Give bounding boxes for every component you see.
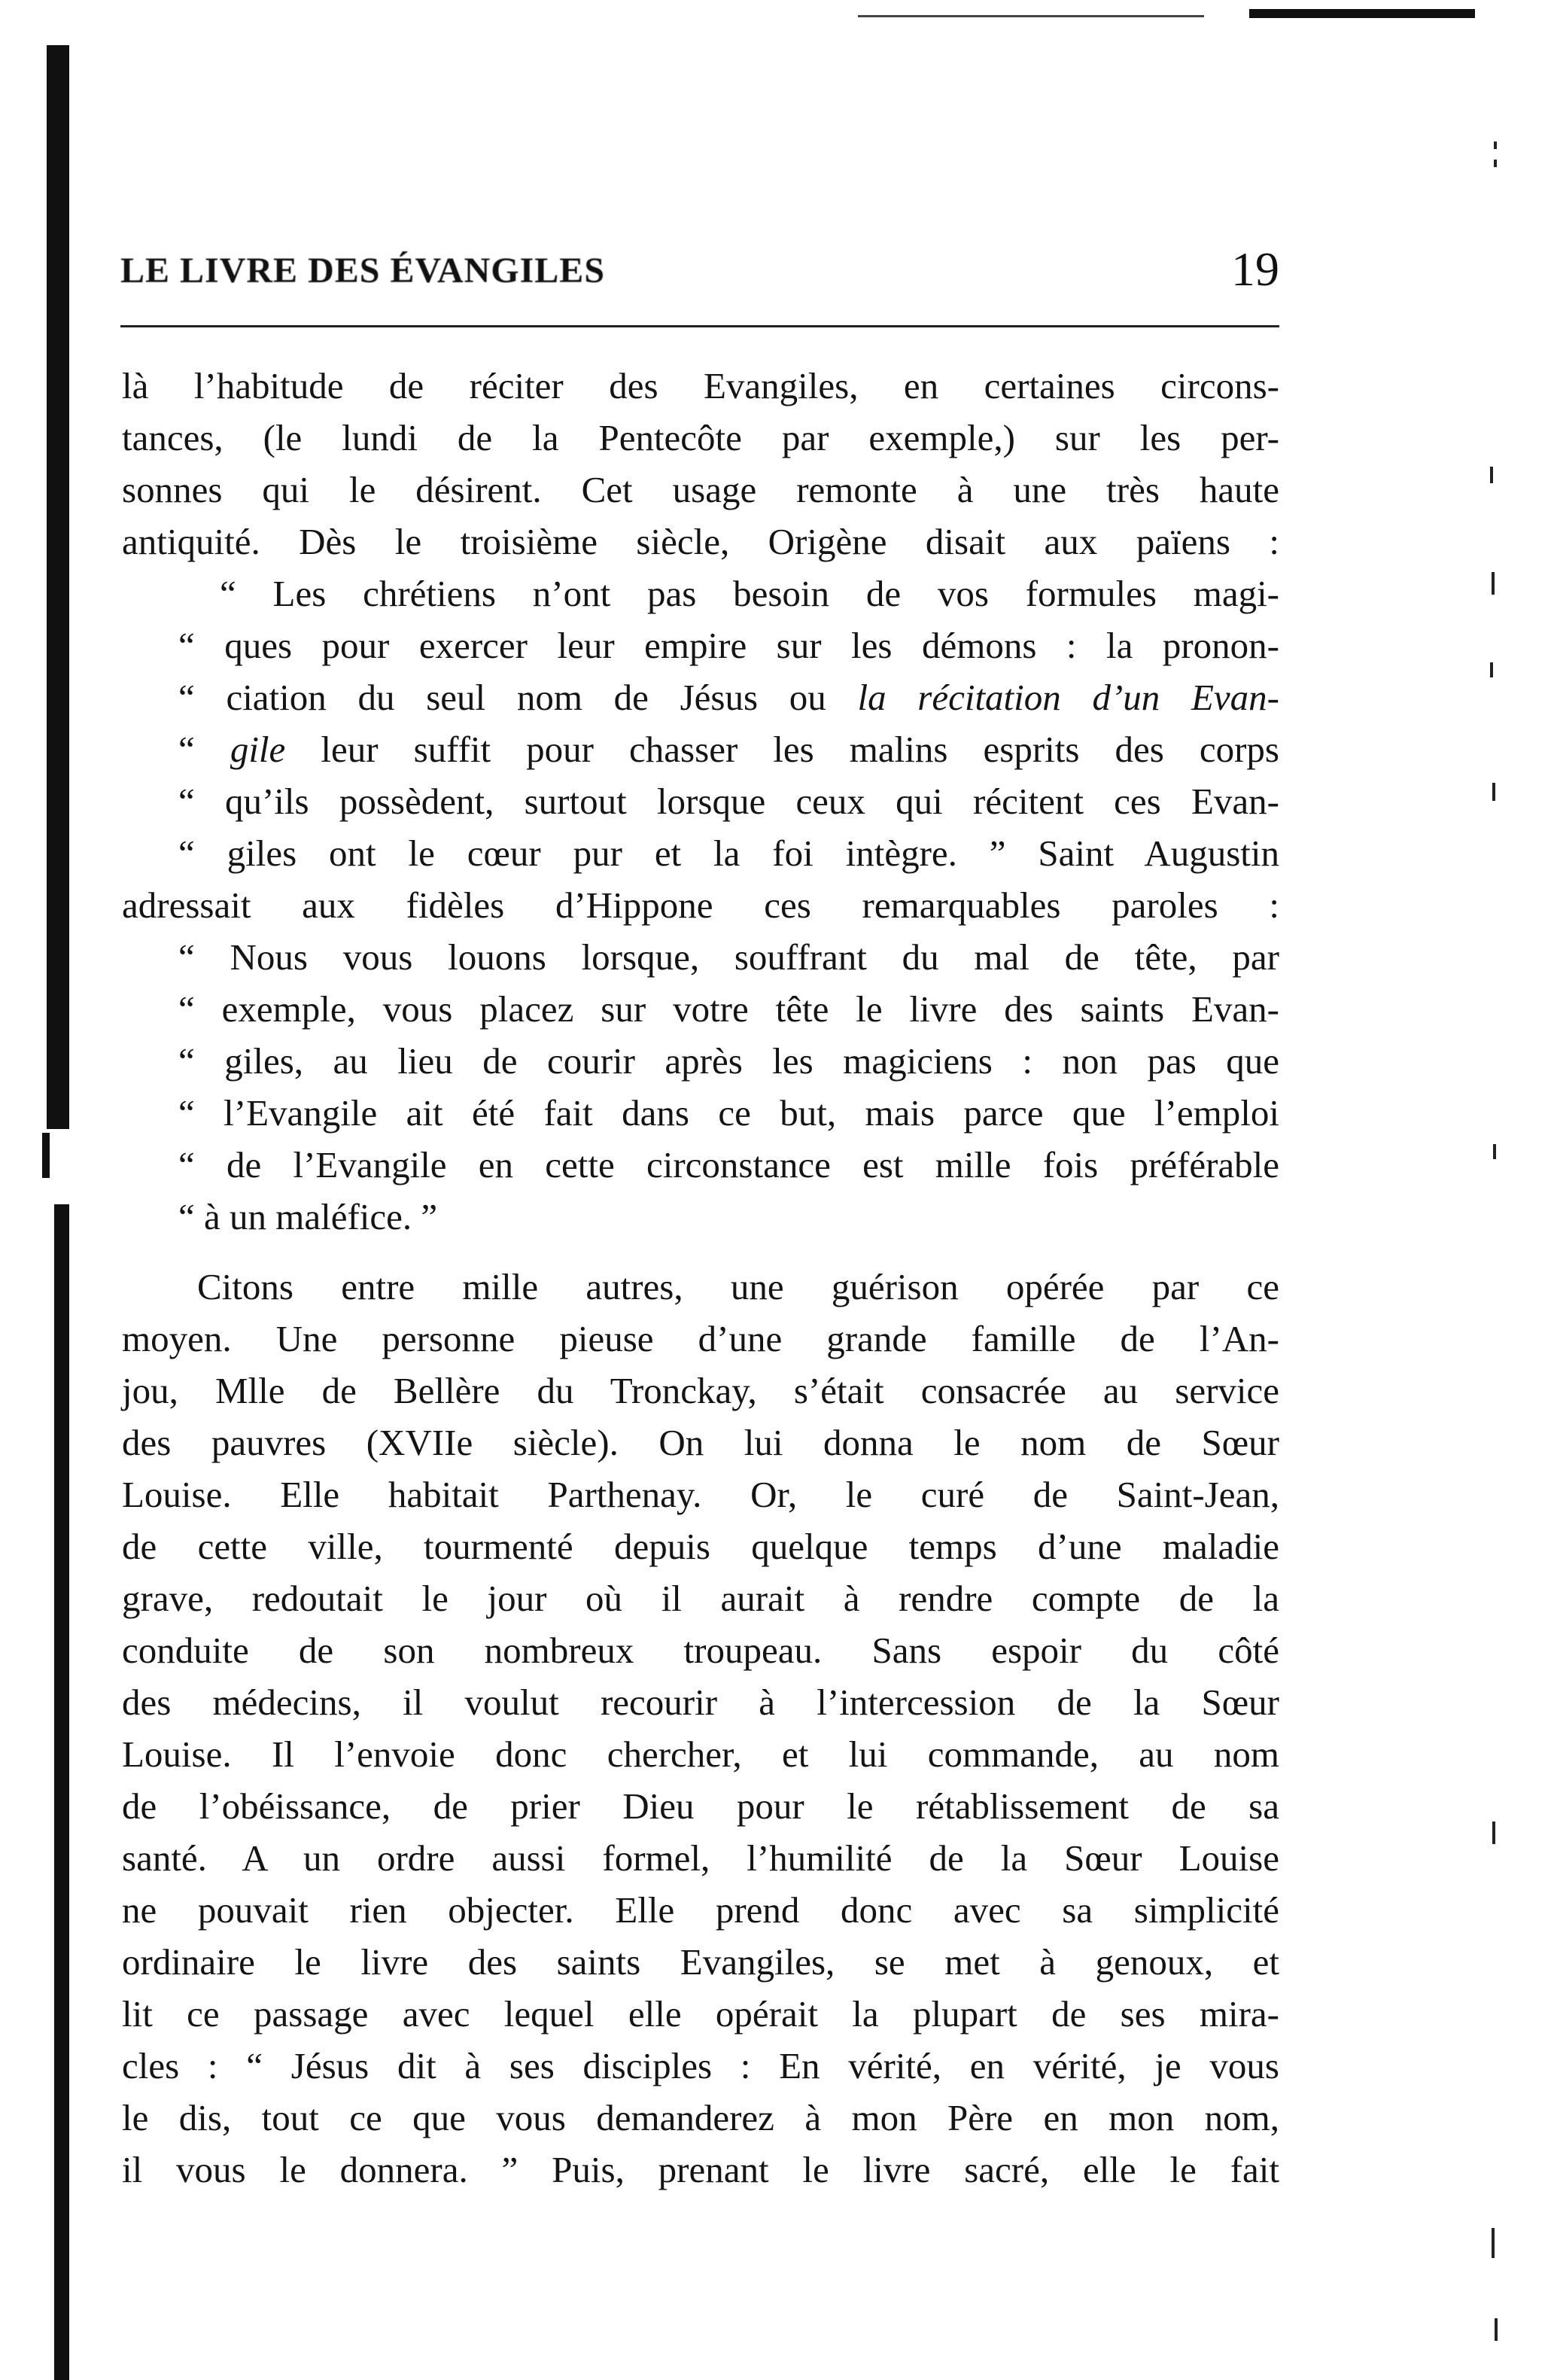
scan-speck bbox=[1494, 160, 1497, 167]
text-segment: “ ciation du seul nom de Jésus ou bbox=[178, 677, 858, 718]
text-line: “ exemple, vous placez sur votre tête le livre des saints Evan- bbox=[178, 988, 1279, 1030]
scan-speck bbox=[1492, 783, 1495, 801]
text-line: conduite de son nombreux troupeau. Sans espoir du côté bbox=[122, 1630, 1279, 1671]
text-line: “ à un maléfice. ” bbox=[178, 1196, 438, 1237]
text-segment: “ bbox=[178, 729, 230, 770]
text-line: “ giles ont le cœur pur et la foi intègre. ” Saint Augustin bbox=[178, 832, 1279, 874]
running-head: LE LIVRE DES ÉVANGILES bbox=[120, 251, 606, 291]
scan-speck bbox=[1495, 2318, 1498, 2341]
text-line: “ qu’ils possèdent, surtout lorsque ceux qui récitent ces Evan- bbox=[178, 781, 1279, 822]
text-line: “ l’Evangile ait été fait dans ce but, mais parce que l’emploi bbox=[178, 1092, 1279, 1134]
text-line: des pauvres (XVIIe siècle). On lui donna le nom de Sœur bbox=[122, 1422, 1279, 1463]
text-segment: leur suffit pour chasser les malins esprits des corps bbox=[285, 729, 1280, 770]
text-line: de l’obéissance, de prier Dieu pour le rétablissement de sa bbox=[122, 1785, 1279, 1827]
text-line: Citons entre mille autres, une guérison opérée par ce bbox=[197, 1266, 1279, 1307]
scan-top-mark bbox=[858, 15, 1204, 17]
text-line bbox=[122, 671, 1279, 723]
text-line: “ Nous vous louons lorsque, souffrant du mal de tête, par bbox=[178, 936, 1279, 978]
text-line: lit ce passage avec lequel elle opérait la plupart de ses mira- bbox=[122, 1993, 1279, 2035]
binding-edge-shadow bbox=[47, 45, 69, 1129]
page-number: 19 bbox=[1231, 242, 1279, 296]
scan-top-mark-bold bbox=[1249, 9, 1475, 18]
scan-speck bbox=[1494, 142, 1497, 149]
scan-speck bbox=[1492, 1822, 1495, 1844]
scan-speck bbox=[1492, 2228, 1495, 2258]
text-line: cles : “ Jésus dit à ses disciples : En vérité, en vérité, je vous bbox=[122, 2045, 1279, 2086]
scan-speck bbox=[1490, 467, 1493, 483]
scan-speck bbox=[1492, 572, 1495, 595]
scan-speck bbox=[1490, 662, 1493, 677]
text-line: “ ques pour exercer leur empire sur les démons : la pronon- bbox=[178, 625, 1279, 666]
text-line: “ de l’Evangile en cette circonstance est mille fois préférable bbox=[178, 1144, 1279, 1185]
text-line bbox=[122, 723, 1279, 775]
text-line: jou, Mlle de Bellère du Tronckay, s’était consacrée au service bbox=[122, 1370, 1279, 1411]
italic-word: gile bbox=[230, 729, 286, 770]
text-line: santé. A un ordre aussi formel, l’humilité de la Sœur Louise bbox=[122, 1837, 1279, 1879]
text-line: des médecins, il voulut recourir à l’intercession de la Sœur bbox=[122, 1682, 1279, 1723]
text-line: sonnes qui le désirent. Cet usage remonte à une très haute bbox=[122, 469, 1279, 510]
text-line: ordinaire le livre des saints Evangiles, se met à genoux, et bbox=[122, 1941, 1279, 1983]
text-line: “ Les chrétiens n’ont pas besoin de vos formules magi- bbox=[220, 573, 1279, 614]
text-line: de cette ville, tourmenté depuis quelque temps d’une maladie bbox=[122, 1526, 1279, 1567]
text-line: tances, (le lundi de la Pentecôte par exemple,) sur les per- bbox=[122, 417, 1279, 458]
scan-speck bbox=[1493, 1144, 1496, 1159]
text-line: ne pouvait rien objecter. Elle prend donc avec sa simplicité bbox=[122, 1889, 1279, 1931]
page-header bbox=[120, 238, 1279, 313]
body-text bbox=[122, 360, 1279, 2196]
text-line: “ giles, au lieu de courir après les magiciens : non pas que bbox=[178, 1040, 1279, 1082]
binding-edge-notch bbox=[42, 1133, 50, 1178]
text-line: Louise. Elle habitait Parthenay. Or, le curé de Saint-Jean, bbox=[122, 1474, 1279, 1515]
text-line: Louise. Il l’envoie donc chercher, et lui commande, au nom bbox=[122, 1733, 1279, 1775]
binding-edge-shadow-lower bbox=[54, 1204, 69, 2380]
text-line: adressait aux fidèles d’Hippone ces remarquables paroles : bbox=[122, 884, 1279, 926]
header-rule bbox=[120, 325, 1279, 327]
text-line: grave, redoutait le jour où il aurait à rendre compte de la bbox=[122, 1578, 1279, 1619]
text-line: antiquité. Dès le troisième siècle, Origène disait aux païens : bbox=[122, 521, 1279, 562]
italic-phrase: la récitation d’un Evan- bbox=[857, 677, 1280, 718]
text-line: le dis, tout ce que vous demanderez à mon Père en mon nom, bbox=[122, 2097, 1279, 2138]
text-line: il vous le donnera. ” Puis, prenant le livre sacré, elle le fait bbox=[122, 2149, 1279, 2190]
text-line: là l’habitude de réciter des Evangiles, en certaines circons- bbox=[122, 365, 1279, 406]
text-line: moyen. Une personne pieuse d’une grande famille de l’An- bbox=[122, 1318, 1279, 1359]
